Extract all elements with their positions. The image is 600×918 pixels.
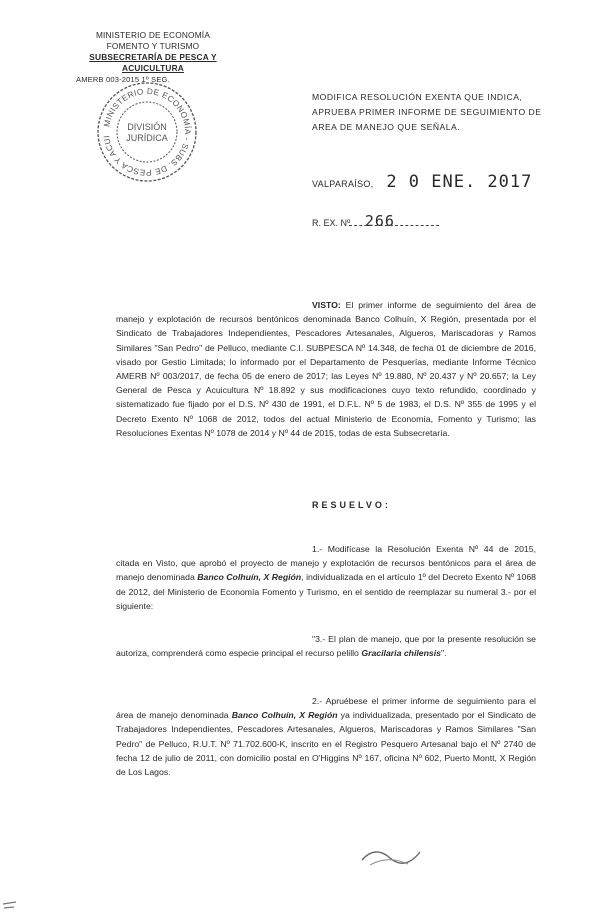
- date-stamp: 2 0 ENE. 2017: [386, 172, 533, 192]
- item-1-text-a: 1.- Modifícase la Resolución Exenta Nº 44 de 2015, citada en Visto, que aprobó el proyecto de manejo y explotación de recursos bentónicos para el área de manejo denominada: [116, 544, 536, 583]
- item-2-text-a: 2.- Apruébese el primer informe de seguimiento para el área de manejo denominada: [116, 696, 536, 721]
- stamp-center-line1: DIVISIÓN: [127, 122, 167, 132]
- visto-paragraph: [116, 298, 536, 440]
- resolution-label: R. EX. Nº: [312, 218, 351, 228]
- resolution-number-line: [312, 212, 439, 230]
- resolution-number: 266: [364, 212, 395, 230]
- item-1-quote-paragraph: [116, 632, 536, 660]
- visto-label: VISTO:: [312, 300, 341, 310]
- place: VALPARAÍSO,: [312, 179, 374, 189]
- stamp-graphic: [95, 80, 199, 184]
- reference-summary: MODIFICA RESOLUCIÓN EXENTA QUE INDICA, APRUEBA PRIMER INFORME DE SEGUIMIENTO DE AREA DE MANEJO QUE SEÑALA.: [312, 92, 542, 132]
- ministry-name: MINISTERIO DE ECONOMÍA: [95, 30, 211, 40]
- stamp-center-line2: JURÍDICA: [126, 133, 168, 143]
- item-1-text-b: , individualizada en el artículo 1º del Decreto Exento Nº 1068 de 2012, del Ministerio de Economía Fomento y Turismo, en el sentido de reemplazar su numeral 3.- por el siguiente:: [116, 572, 536, 611]
- file-code: AMERB 003-2015 1º SEG.: [76, 75, 170, 84]
- ink-mark: [360, 840, 430, 870]
- number-underline: [349, 225, 439, 226]
- edge-mark: [2, 898, 18, 910]
- subsecretaria-name: SUBSECRETARÍA DE PESCA Y ACUICULTURA: [89, 52, 217, 73]
- place-date: [312, 172, 532, 192]
- item-2-text-b: ya individualizada, presentado por el Sindicato de Trabajadores Independientes, Pescadores Artesanales, Algueros, Mariscadoras y Ramos Similares "San Pedro" de Pelluco, R.U.T. Nº 71.702.600-K, inscrito en el Registro Pesquero Artesanal bajo el Nº 2740 de fecha 12 de julio de 2011, con domicilio postal en O'Higgins Nº 167, oficina Nº 602, Puerto Montt, X Región de Los Lagos.: [116, 710, 536, 778]
- visto-text: El primer informe de seguimiento del área de manejo y explotación de recursos bentónicos denominada Banco Colhuín, X Región, presentada por el Sindicato de Trabajadores Independientes, Pescadores Artesanales, Algueros, Mariscadoras y Ramos Similares "San Pedro" de Pelluco, mediante C.I. SUBPESCA Nº 14.348, de fecha 01 de diciembre de 2016, visado por Gestio Limitada; lo informado por el Departamento de Pesquerías, mediante Informe Técnico AMERB Nº 003/2017, de fecha 05 de enero de 2017; las Leyes Nº 19.880, Nº 20.437 y Nº 20.657; la Ley General de Pesca y Acuicultura Nº 18.892 y sus modificaciones cuyo texto refundido, coordinado y sistematizado fue fijado por el D.S. Nº 430 de 1991, el D.F.L. Nº 5 de 1983, el D.S. Nº 355 de 1995 y el Decreto Exento Nº 1068 de 2012, todos del actual Ministerio de Economía, Fomento y Turismo; las Resoluciones Exentas Nº 1078 de 2014 y Nº 44 de 2015, todas de esta Subsecretaría.: [116, 300, 536, 438]
- stamp-ring-text: MINISTERIO DE ECONOMÍA - SUBS. DE PESCA Y ACUI: [102, 86, 193, 178]
- item-2-area-name: Banco Colhuín, X Región: [231, 710, 338, 721]
- resuelvo-heading: RESUELVO:: [312, 500, 391, 510]
- quote-species: Gracilaria chilensis: [361, 648, 441, 659]
- ministry-header: [58, 30, 248, 85]
- quote-text-b: ".: [441, 648, 447, 659]
- division-juridica-stamp: [95, 80, 199, 184]
- item-1-area-name: Banco Colhuín, X Región: [197, 572, 302, 583]
- ministry-subname: FOMENTO Y TURISMO: [106, 41, 200, 51]
- quote-text-a: "3.- El plan de manejo, que por la presente resolución se autoriza, comprenderá como especie principal el recurso pelillo: [116, 634, 536, 659]
- item-1-paragraph: [116, 542, 536, 613]
- item-2-paragraph: [116, 694, 536, 779]
